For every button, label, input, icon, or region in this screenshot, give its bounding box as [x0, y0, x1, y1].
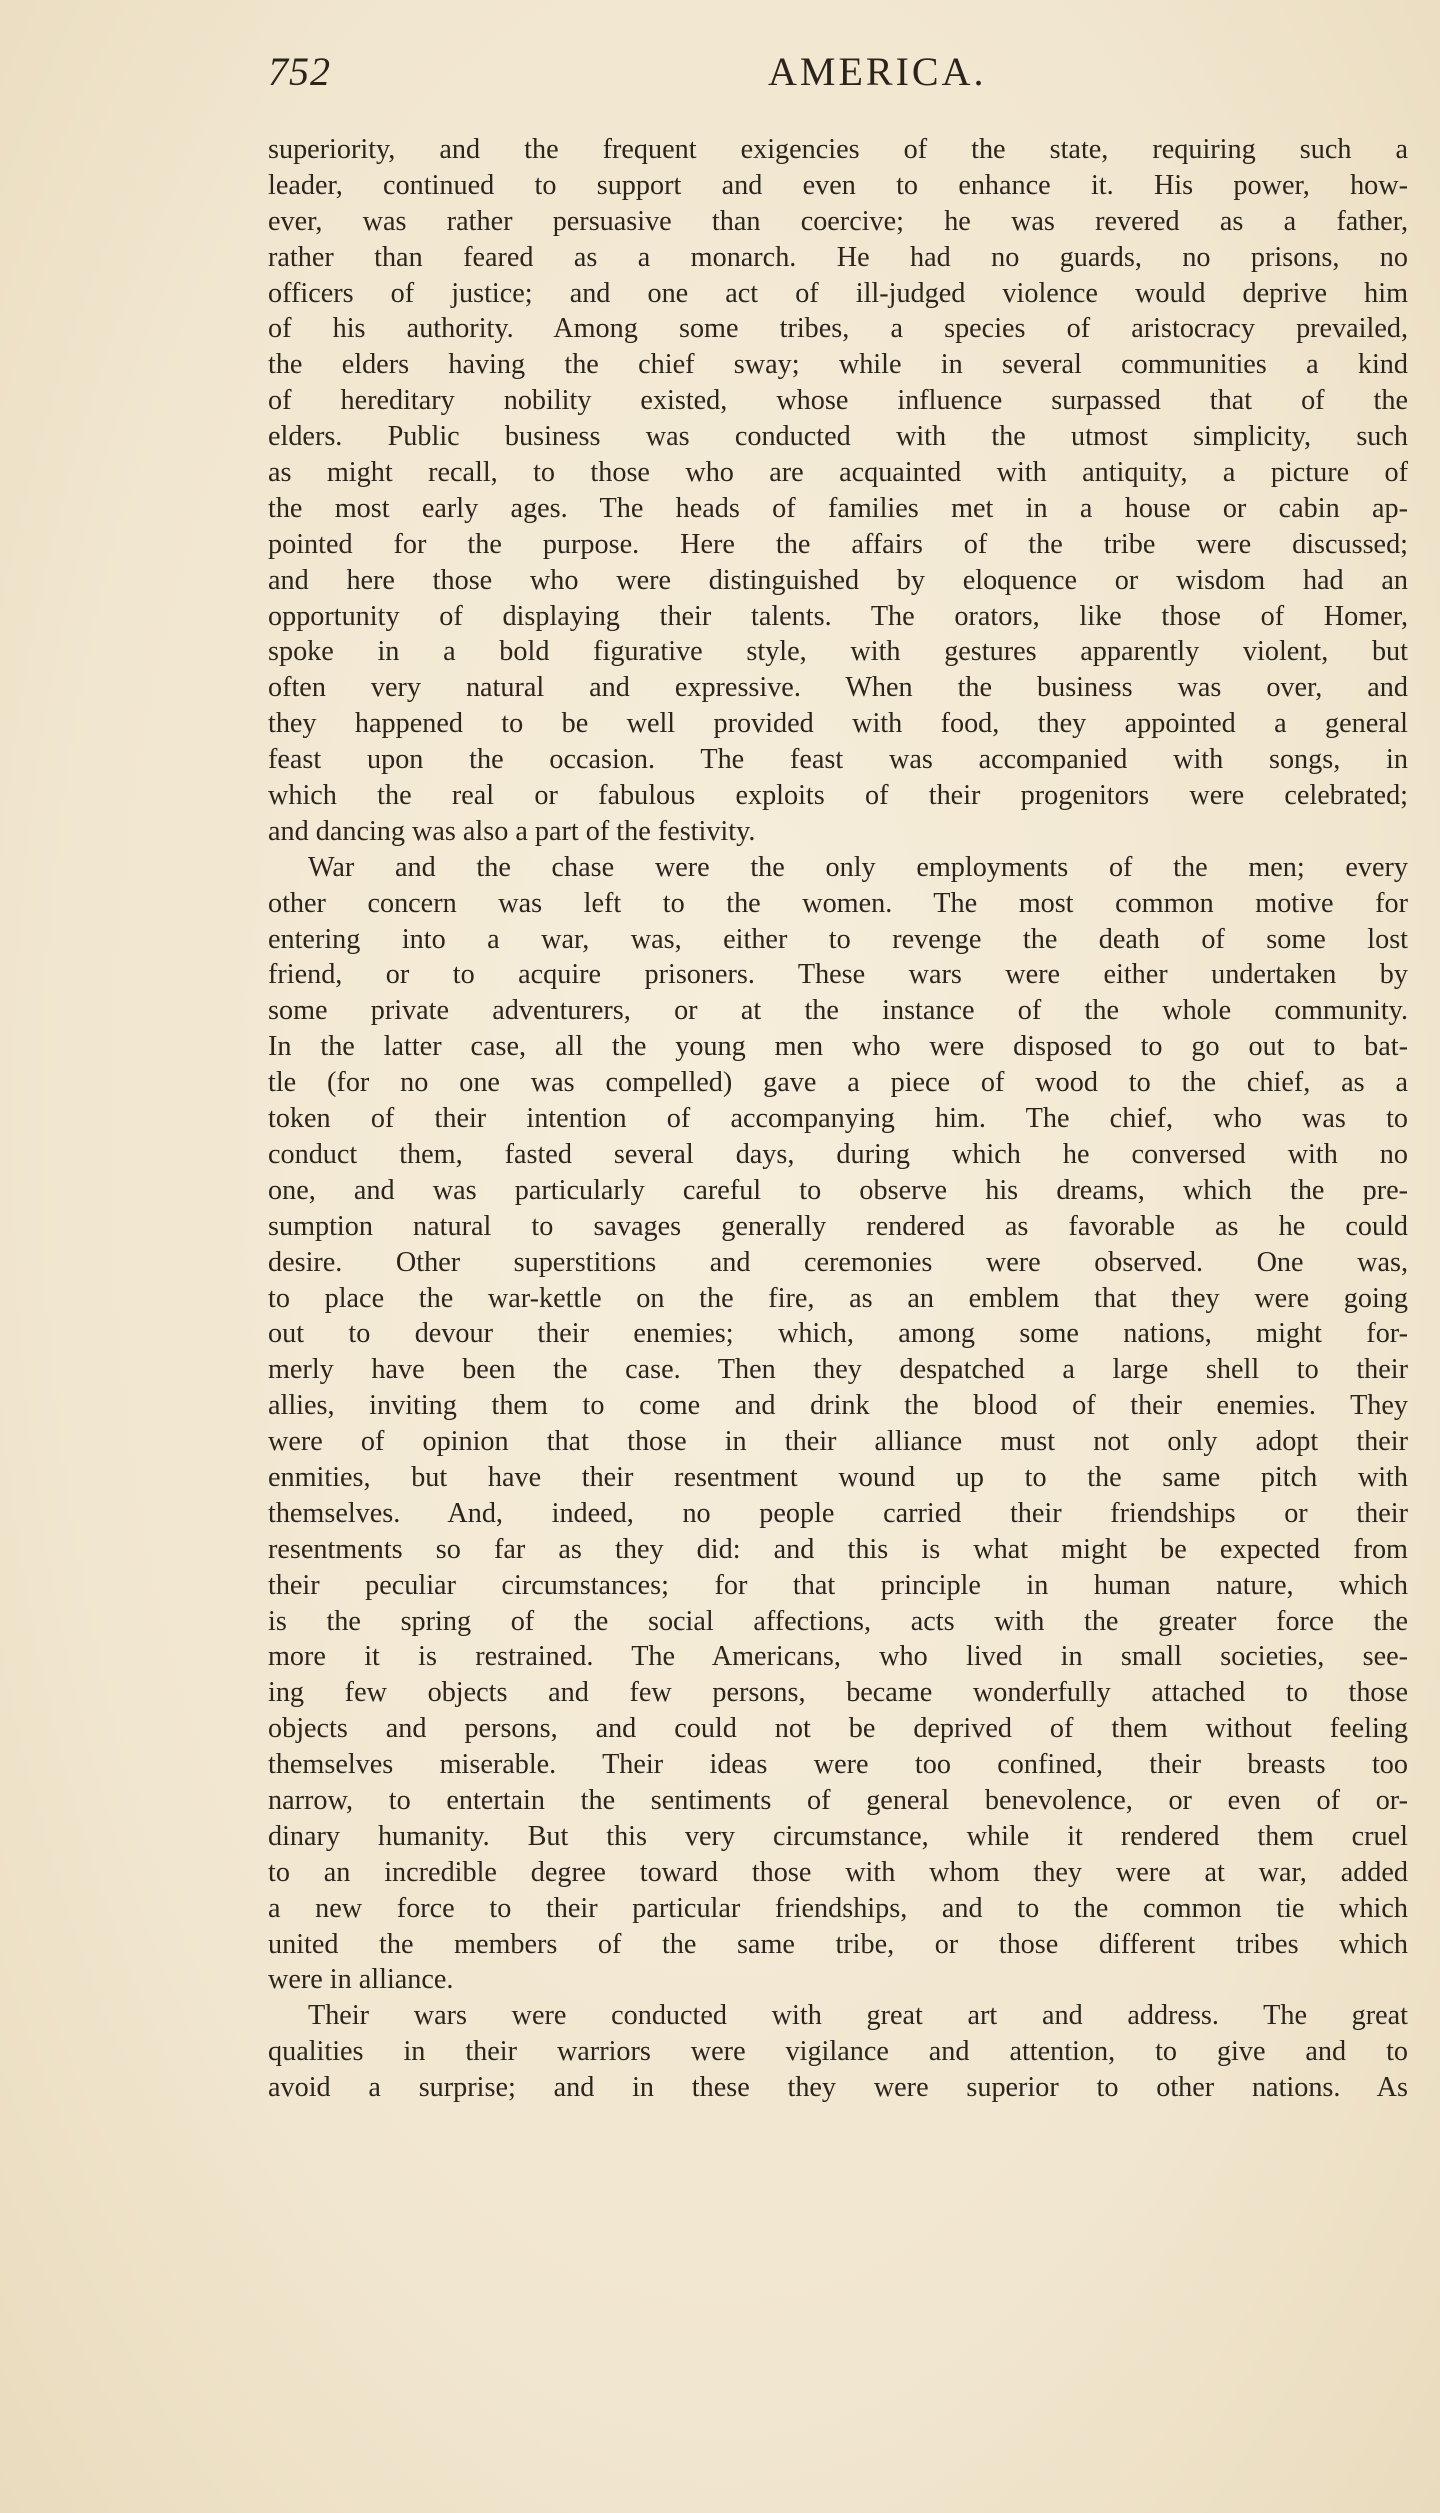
text-line: were in alliance.: [268, 1964, 454, 1996]
text-line: and here those who were distinguished by eloquence or wisdom had an: [268, 564, 1408, 596]
text-line: is the spring of the social affections, acts with the greater force the: [268, 1605, 1408, 1637]
text-line: feast upon the occasion. The feast was accompanied with songs, in: [268, 744, 1408, 776]
text-line: often very natural and expressive. When the business was over, and: [268, 672, 1408, 704]
text-line: a new force to their particular friendships, and to the common tie which: [268, 1892, 1408, 1924]
text-line: out to devour their enemies; which, among some nations, might for-: [268, 1318, 1408, 1350]
text-line: united the members of the same tribe, or those different tribes which: [268, 1928, 1408, 1960]
text-line: which the real or fabulous exploits of their progenitors were celebrated;: [268, 780, 1408, 812]
text-line: desire. Other superstitions and ceremonies were observed. One was,: [268, 1246, 1408, 1278]
text-line: objects and persons, and could not be deprived of them without feeling: [268, 1713, 1408, 1745]
text-line: and dancing was also a part of the festivity.: [268, 815, 756, 847]
text-line: the elders having the chief sway; while in several communities a kind: [268, 349, 1408, 381]
text-line: token of their intention of accompanying him. The chief, who was to: [268, 1103, 1408, 1135]
text-line: sumption natural to savages generally rendered as favorable as he could: [268, 1210, 1408, 1242]
text-line: War and the chase were the only employments of the men; every: [308, 851, 1408, 883]
text-line: their peculiar circumstances; for that principle in human nature, which: [268, 1569, 1408, 1601]
text-line: to an incredible degree toward those with whom they were at war, added: [268, 1856, 1408, 1888]
text-line: tle (for no one was compelled) gave a piece of wood to the chief, as a: [268, 1067, 1408, 1099]
text-line: ing few objects and few persons, became wonderfully attached to those: [268, 1677, 1408, 1709]
text-line: of his authority. Among some tribes, a species of aristocracy prevailed,: [268, 313, 1408, 345]
text-line: allies, inviting them to come and drink the blood of their enemies. They: [268, 1390, 1408, 1422]
page-number: 752: [268, 49, 331, 94]
text-line: elders. Public business was conducted with the utmost simplicity, such: [268, 421, 1408, 453]
text-line: themselves miserable. Their ideas were too confined, their breasts too: [268, 1749, 1408, 1781]
text-line: friend, or to acquire prisoners. These wars were either undertaken by: [268, 959, 1408, 991]
page-header: [268, 48, 1408, 108]
text-line: were of opinion that those in their alliance must not only adopt their: [268, 1426, 1408, 1458]
text-line: the most early ages. The heads of families met in a house or cabin ap-: [268, 492, 1408, 524]
text-line: superiority, and the frequent exigencies of the state, requiring such a: [268, 134, 1408, 165]
text-line: some private adventurers, or at the instance of the whole community.: [268, 995, 1408, 1027]
text-line: enmities, but have their resentment wound up to the same pitch with: [268, 1461, 1408, 1493]
text-line: dinary humanity. But this very circumstance, while it rendered them cruel: [268, 1820, 1408, 1852]
text-line: narrow, to entertain the sentiments of general benevolence, or even of or-: [268, 1784, 1408, 1816]
text-line: Their wars were conducted with great art and address. The great: [308, 2000, 1408, 2032]
text-line: conduct them, fasted several days, during which he conversed with no: [268, 1138, 1408, 1170]
text-line: spoke in a bold figurative style, with gestures apparently violent, but: [268, 636, 1408, 668]
text-line: qualities in their warriors were vigilance and attention, to give and to: [268, 2036, 1408, 2068]
text-line: In the latter case, all the young men who were disposed to go out to bat-: [268, 1031, 1408, 1063]
text-line: rather than feared as a monarch. He had no guards, no prisons, no: [268, 241, 1408, 273]
text-line: of hereditary nobility existed, whose influence surpassed that of the: [268, 385, 1408, 417]
text-line: opportunity of displaying their talents. The orators, like those of Homer,: [268, 600, 1408, 632]
text-line: to place the war-kettle on the fire, as an emblem that they were going: [268, 1282, 1408, 1314]
text-line: themselves. And, indeed, no people carried their friendships or their: [268, 1497, 1408, 1529]
text-line: resentments so far as they did: and this is what might be expected from: [268, 1533, 1408, 1565]
text-line: more it is restrained. The Americans, who lived in small societies, see-: [268, 1641, 1408, 1673]
text-line: one, and was particularly careful to observe his dreams, which the pre-: [268, 1174, 1408, 1206]
text-line: pointed for the purpose. Here the affairs of the tribe were discussed;: [268, 528, 1408, 560]
text-line: avoid a surprise; and in these they were superior to other nations. As: [268, 2072, 1408, 2104]
body-text: [268, 132, 1408, 2106]
text-line: they happened to be well provided with food, they appointed a general: [268, 708, 1408, 740]
text-line: ever, was rather persuasive than coercive; he was revered as a father,: [268, 205, 1408, 237]
text-line: as might recall, to those who are acquainted with antiquity, a picture of: [268, 457, 1408, 489]
text-line: merly have been the case. Then they despatched a large shell to their: [268, 1354, 1408, 1386]
text-line: leader, continued to support and even to enhance it. His power, how-: [268, 169, 1408, 201]
text-line: entering into a war, was, either to revenge the death of some lost: [268, 923, 1408, 955]
text-line: officers of justice; and one act of ill-judged violence would deprive him: [268, 277, 1408, 309]
text-line: other concern was left to the women. The most common motive for: [268, 887, 1408, 919]
running-head: AMERICA.: [768, 49, 987, 94]
